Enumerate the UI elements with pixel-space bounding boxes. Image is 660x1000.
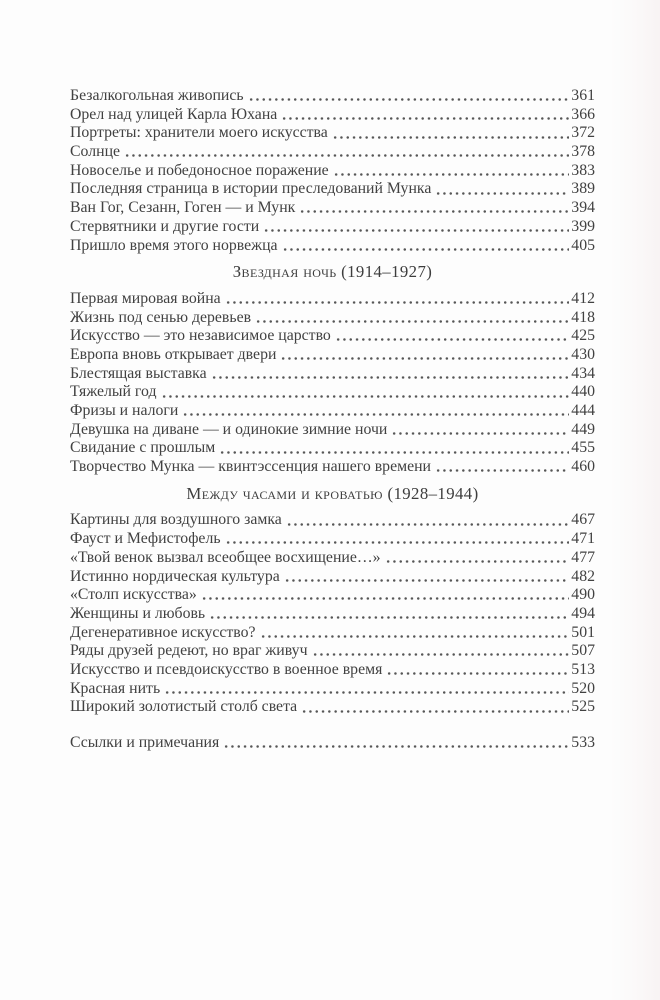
- entry-title: Искусство — это независимое царство: [70, 327, 331, 345]
- entry-title: Фауст и Мефистофель: [70, 530, 221, 548]
- entry-page-number: 520: [571, 679, 595, 697]
- entry-page-number: 372: [571, 124, 595, 142]
- entry-title: Творчество Мунка — квинтэссенция нашего времени: [70, 458, 432, 476]
- entry-page-number: 444: [571, 402, 595, 420]
- entry-title: Искусство и псевдоискусство в военное время: [70, 660, 383, 678]
- entry-page-number: 467: [571, 511, 595, 529]
- entry-page-number: 405: [571, 236, 595, 254]
- dot-leader: [225, 530, 570, 549]
- entry-title: Красная нить: [70, 679, 161, 697]
- toc-entry: [70, 365, 595, 384]
- dot-leader: [281, 106, 569, 125]
- entry-page-number: 378: [571, 143, 595, 161]
- entry-title: Орел над улицей Карла Юхана: [70, 105, 278, 123]
- toc-section: [70, 263, 595, 477]
- entry-title: Жизнь под сенью деревьев: [70, 308, 252, 326]
- entry-page-number: 525: [571, 698, 595, 716]
- toc-entry: [70, 106, 595, 125]
- entry-page-number: 412: [571, 289, 595, 307]
- toc-entry: [70, 402, 595, 421]
- toc-entry: [70, 237, 595, 256]
- entry-title: Блестящая выставка: [70, 364, 207, 382]
- dot-leader: [201, 586, 569, 605]
- toc-section: [70, 485, 595, 717]
- entry-page-number: 399: [571, 217, 595, 235]
- dot-leader: [301, 698, 569, 717]
- entry-page-number: 460: [571, 458, 595, 476]
- toc-entry: [70, 309, 595, 328]
- entry-page-number: 477: [571, 548, 595, 566]
- entry-title: Дегенеративное искусство?: [70, 623, 256, 641]
- dot-leader: [332, 124, 569, 143]
- entry-page-number: 440: [571, 383, 595, 401]
- dot-leader: [312, 642, 570, 661]
- dot-leader: [280, 346, 569, 365]
- toc-entry: [70, 624, 595, 643]
- dot-leader: [282, 237, 570, 256]
- dot-leader: [219, 439, 569, 458]
- entry-page-number: 471: [571, 530, 595, 548]
- entry-title: Ссылки и примечания: [70, 734, 220, 752]
- entry-page-number: 455: [571, 439, 595, 457]
- toc-entry: [70, 180, 595, 199]
- toc-entry: [70, 218, 595, 237]
- toc-entry: [70, 698, 595, 717]
- dot-leader: [284, 568, 570, 587]
- entry-title: Портреты: хранители моего искусства: [70, 124, 328, 142]
- entry-page-number: 418: [571, 308, 595, 326]
- dot-leader: [391, 421, 569, 440]
- toc-entry: [70, 327, 595, 346]
- dot-leader: [385, 549, 570, 568]
- entry-title: Широкий золотистый столб света: [70, 698, 298, 716]
- toc-entry: [70, 549, 595, 568]
- dot-leader: [124, 143, 569, 162]
- toc-entry: [70, 605, 595, 624]
- dot-leader: [225, 290, 570, 309]
- toc-entry: [70, 680, 595, 699]
- dot-leader: [255, 309, 569, 328]
- toc-entry: [70, 421, 595, 440]
- entry-title: Ван Гог, Сезанн, Гоген — и Мунк: [70, 199, 296, 217]
- entry-title: Ряды друзей редеют, но враг живуч: [70, 642, 308, 660]
- entry-page-number: 501: [571, 623, 595, 641]
- toc-entry: [70, 661, 595, 680]
- entry-page-number: 430: [571, 345, 595, 363]
- entry-title: Безалкогольная живопись: [70, 87, 244, 104]
- entry-title: «Твой венок вызвал всеобщее восхищение…»: [70, 548, 381, 566]
- entry-title: «Столп искусства»: [70, 586, 197, 604]
- dot-leader: [164, 680, 569, 699]
- entry-title: Девушка на диване — и одинокие зимние ночи: [70, 420, 388, 438]
- entry-page-number: 366: [571, 105, 595, 123]
- toc-entry: [70, 143, 595, 162]
- toc-entry: [70, 530, 595, 549]
- toc-entry: [70, 734, 595, 753]
- dot-leader: [211, 365, 570, 384]
- toc-entry: [70, 199, 595, 218]
- section-heading: Звездная ночь (1914–1927): [232, 262, 433, 282]
- section-heading: Между часами и кроватью (1928–1944): [186, 483, 479, 503]
- entry-page-number: 383: [571, 161, 595, 179]
- entry-page-number: 434: [571, 364, 595, 382]
- entry-title: Истинно нордическая культура: [70, 567, 280, 585]
- entry-title: Пришло время этого норвежца: [70, 236, 278, 254]
- entry-page-number: 389: [571, 180, 595, 198]
- entry-page-number: 394: [571, 199, 595, 217]
- dot-leader: [333, 162, 570, 181]
- dot-leader: [435, 458, 569, 477]
- toc-section: [70, 87, 595, 255]
- entry-page-number: 507: [571, 642, 595, 660]
- entry-title: Свидание с прошлым: [70, 439, 216, 457]
- toc-entry: [70, 124, 595, 143]
- entry-page-number: 449: [571, 420, 595, 438]
- entry-title: Новоселье и победоносное поражение: [70, 161, 329, 179]
- dot-leader: [248, 87, 570, 106]
- toc-section: [70, 734, 595, 753]
- dot-leader: [260, 624, 570, 643]
- entry-page-number: 425: [571, 327, 595, 345]
- dot-leader: [386, 661, 569, 680]
- entry-title: Последняя страница в истории преследований Мунка: [70, 180, 432, 198]
- toc-entry: [70, 290, 595, 309]
- entry-page-number: 361: [571, 87, 595, 104]
- entry-title: Стервятники и другие гости: [70, 217, 260, 235]
- entry-title: Первая мировая война: [70, 289, 221, 307]
- table-of-contents: [70, 87, 595, 753]
- toc-entry: [70, 642, 595, 661]
- toc-entry: [70, 568, 595, 587]
- entry-page-number: 533: [571, 734, 595, 752]
- dot-leader: [223, 734, 569, 753]
- entry-title: Женщины и любовь: [70, 604, 206, 622]
- dot-leader: [299, 199, 569, 218]
- toc-entry: [70, 586, 595, 605]
- dot-leader: [335, 327, 569, 346]
- entry-title: Картины для воздушного замка: [70, 511, 282, 529]
- dot-leader: [161, 383, 570, 402]
- entry-title: Европа вновь открывает двери: [70, 345, 277, 363]
- entry-page-number: 513: [571, 660, 595, 678]
- dot-leader: [263, 218, 569, 237]
- toc-entry: [70, 346, 595, 365]
- toc-entry: [70, 439, 595, 458]
- entry-title: Фризы и налоги: [70, 402, 179, 420]
- toc-entry: [70, 162, 595, 181]
- dot-leader: [182, 402, 569, 421]
- entry-page-number: 482: [571, 567, 595, 585]
- toc-entry: [70, 87, 595, 106]
- entry-title: Тяжелый год: [70, 383, 157, 401]
- toc-entry: [70, 458, 595, 477]
- dot-leader: [286, 511, 569, 530]
- dot-leader: [435, 180, 569, 199]
- toc-entry: [70, 383, 595, 402]
- dot-leader: [209, 605, 569, 624]
- entry-page-number: 490: [571, 586, 595, 604]
- toc-entry: [70, 511, 595, 530]
- entry-page-number: 494: [571, 604, 595, 622]
- entry-title: Солнце: [70, 143, 121, 161]
